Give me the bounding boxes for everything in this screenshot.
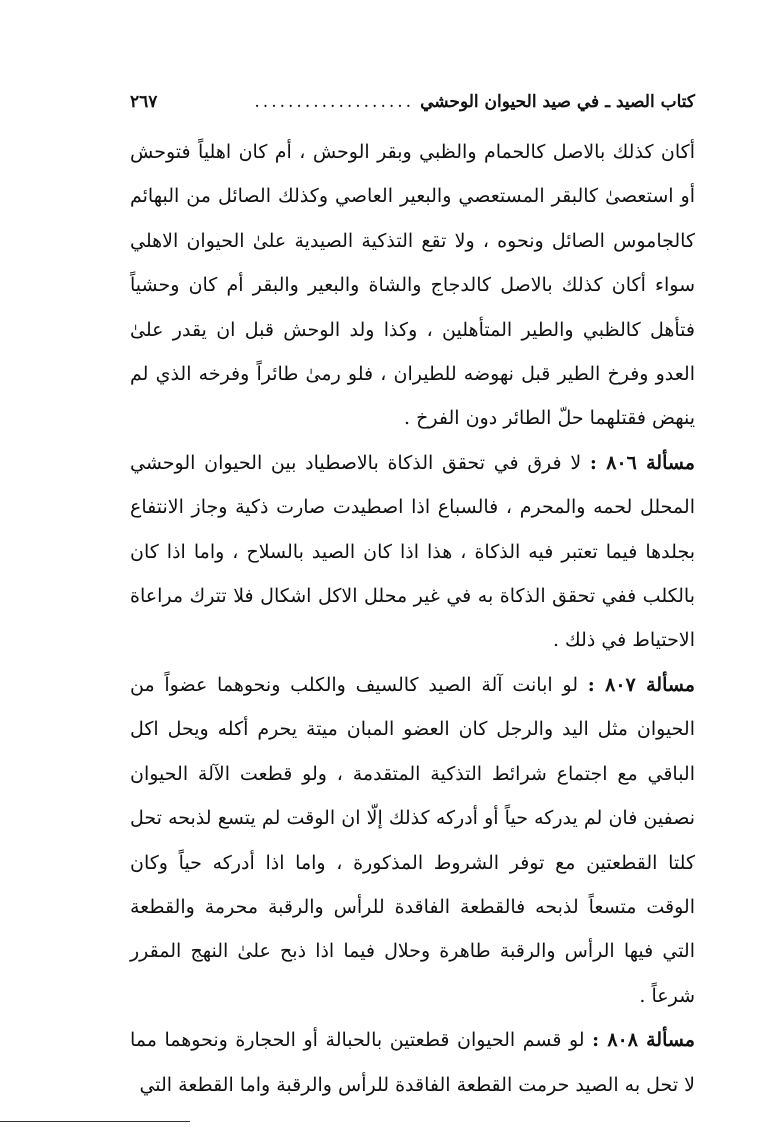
paragraph-text: لا فرق في تحقق الذكاة بالاصطياد بين الحيوان الوحشي المحلل لحمه والمحرم ، فالسباع اذا اصطيدت صارت ذكية وجاز الانتفاع بجلدها فيما تعتبر فيه الذكاة ، هذا اذا كان الصيد بالسلاح ، واما اذا كان بالكلب ففي تحقق الذكاة به في غير محلل الاكل اشكال فلا تترك مراعاة الاحتياط في ذلك . xyxy=(130,451,695,652)
issue-number-label: مسألة ٨٠٨ : xyxy=(592,1029,695,1052)
page-number: ٢٦٧ xyxy=(130,92,158,112)
paragraph xyxy=(130,441,695,663)
paragraph-text: لو ابانت آلة الصيد كالسيف والكلب ونحوهما عضواً من الحيوان مثل اليد والرجل كان العضو المبان ميتة يحرم أكله ويحل اكل الباقي مع اجتماع شرائط التذكية المتقدمة ، ولو قطعت الآلة الحيوان نصفين فان لم يدركه حياً أو أدركه كذلك إلّا ان الوقت لم يتسع لذبحه تحل كلتا القطعتين مع توفر الشروط المذكورة ، واما اذا أدركه حياً وكان الوقت متسعاً لذبحه فالقطعة الفاقدة للرأس والرقبة محرمة والقطعة التي فيها الرأس والرقبة طاهرة وحلال فيما اذا ذبح علىٰ النهج المقرر شرعاً . xyxy=(130,673,695,1007)
footnote-divider xyxy=(0,1121,190,1122)
issue-number-label: مسألة ٨٠٧ : xyxy=(587,673,695,696)
body-text xyxy=(130,130,695,1107)
issue-number-label: مسألة ٨٠٦ : xyxy=(589,451,695,474)
paragraph xyxy=(130,130,695,441)
paragraph-text: أكان كذلك بالاصل كالحمام والظبي وبقر الوحش ، أم كان اهلياً فتوحش أو استعصىٰ كالبقر المستعصي والبعير العاصي وكذلك الصائل من البهائم كالجاموس الصائل ونحوه ، ولا تقع التذكية الصيدية علىٰ الحيوان الاهلي سواء أكان كذلك بالاصل كالدجاج والشاة والبعير والبقر أم كان وحشياً فتأهل كالظبي والطير المتأهلين ، وكذا ولد الوحش قبل ان يقدر علىٰ العدو وفرخ الطير قبل نهوضه للطيران ، فلو رمىٰ طائراً وفرخه الذي لم ينهض فقتلهما حلّ الطائر دون الفرخ . xyxy=(130,141,695,430)
paragraph xyxy=(130,1018,695,1107)
header-leader-dots: ................... xyxy=(254,92,415,112)
running-header xyxy=(130,92,695,126)
paragraph xyxy=(130,663,695,1018)
header-title: كتاب الصيد ـ في صيد الحيوان الوحشي xyxy=(420,92,695,112)
paragraph-text: لو قسم الحيوان قطعتين بالحبالة أو الحجارة ونحوهما مما لا تحل به الصيد حرمت القطعة الفاقدة للرأس والرقبة واما القطعة التي xyxy=(130,1029,695,1096)
